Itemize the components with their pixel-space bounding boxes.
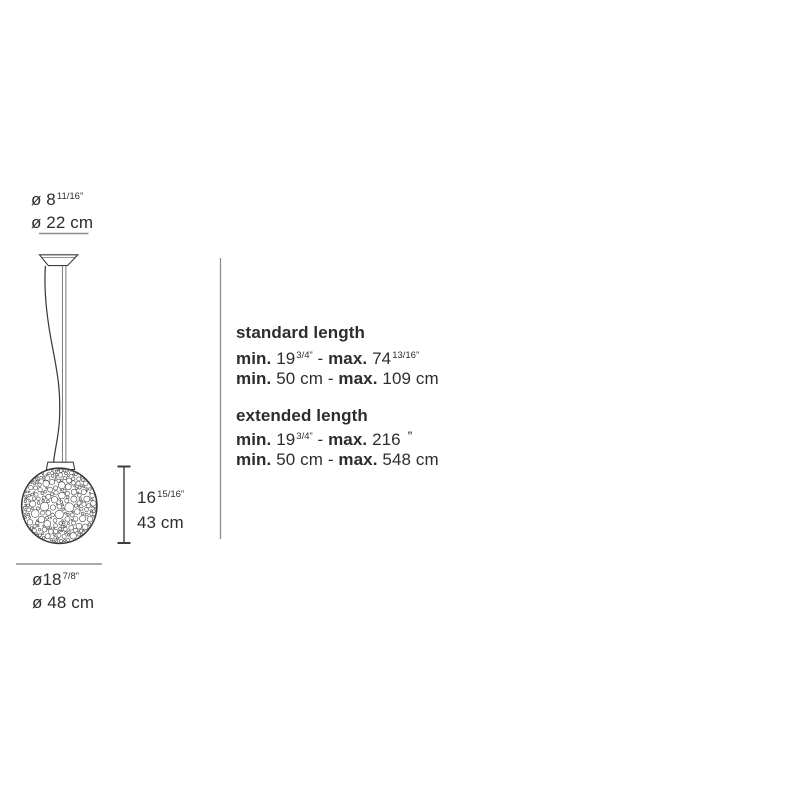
range-dash: -: [327, 369, 334, 388]
max-label: max.: [328, 430, 368, 449]
max-label: max.: [338, 369, 378, 388]
min-fraction: 3/4”: [296, 350, 313, 361]
max-value: 74: [372, 349, 392, 368]
max-value: 216: [372, 430, 401, 449]
height-inch-value: 16: [137, 488, 157, 507]
height-dimension-line: [118, 467, 131, 544]
min-value: 19: [276, 430, 296, 449]
diameter-cm: ø 48 cm: [32, 593, 95, 612]
min-label: min.: [236, 349, 272, 368]
diameter-inches: [32, 570, 94, 593]
standard-length-cm-range: [236, 369, 439, 389]
height-inches: [137, 487, 184, 512]
max-fraction: 13/16”: [392, 350, 420, 361]
range-dash: -: [317, 430, 324, 449]
diameter-inch-value: ø18: [32, 570, 62, 589]
standard-length-title: standard length: [236, 323, 366, 342]
min-label: min.: [236, 450, 272, 469]
power-cable: [45, 266, 60, 463]
min-value: 50 cm: [276, 369, 323, 388]
max-label: max.: [328, 349, 368, 368]
canopy-inch-fraction: 11/16”: [56, 191, 84, 202]
height-cm: 43 cm: [137, 513, 184, 532]
extended-length-cm-range: [236, 450, 439, 470]
min-value: 50 cm: [276, 450, 323, 469]
max-label: max.: [338, 450, 378, 469]
ceiling-canopy: [40, 255, 78, 266]
max-inch-mark: ”: [407, 428, 413, 444]
min-value: 19: [276, 349, 296, 368]
range-dash: -: [327, 450, 334, 469]
range-dash: -: [317, 349, 324, 368]
extended-length-title: extended length: [236, 406, 368, 425]
min-fraction: 3/4”: [296, 431, 313, 442]
max-value: 548 cm: [382, 450, 439, 469]
max-value: 109 cm: [382, 369, 439, 388]
min-label: min.: [236, 430, 272, 449]
canopy-inch-value: ø 8: [31, 190, 56, 209]
diffuser-diameter-label: [32, 570, 94, 613]
canopy-diameter-inches: [31, 190, 93, 213]
height-inch-fraction: 15/16”: [157, 489, 185, 500]
min-label: min.: [236, 369, 272, 388]
diffuser-height-label: [137, 487, 184, 534]
diameter-inch-fraction: 7/8”: [62, 571, 79, 582]
canopy-diameter-label: [31, 190, 93, 233]
canopy-diameter-cm: ø 22 cm: [31, 213, 94, 232]
